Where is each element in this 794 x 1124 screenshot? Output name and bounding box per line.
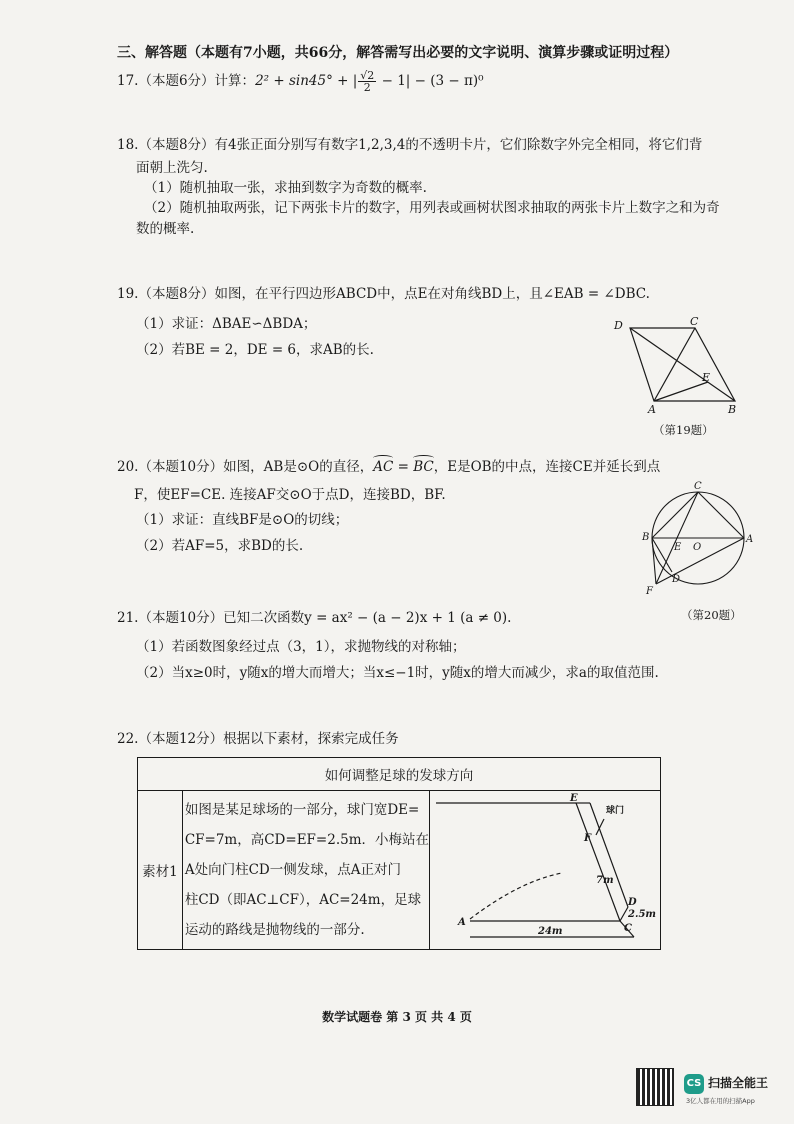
q22-material-table: [137, 757, 661, 950]
q22-desc-line-4: 运动的路线是抛物线的一部分.: [184, 922, 365, 938]
q19-figure: [610, 315, 745, 415]
q22-desc-line-3: 柱CD（即AC⊥CF），AC=24m，足球: [184, 892, 422, 908]
ball-path: [470, 873, 562, 919]
q17-fraction-den: 2: [363, 81, 371, 94]
q20-label-d: D: [672, 574, 681, 585]
q22-label-goal: 球门: [606, 806, 625, 816]
q20-sub2: （2）若AF=5，求BD的长.: [136, 538, 304, 554]
q20-label-c: C: [694, 481, 702, 492]
section-header: 三、解答题（本题有7小题，共66分，解答需写出必要的文字说明、演算步骤或证明过程）: [117, 45, 679, 61]
q20-figure: [638, 480, 758, 598]
q19-caption: （第19题）: [653, 423, 714, 437]
q18-line1: 18.（本题8分）有4张正面分别写有数字1,2,3,4的不透明卡片，它们除数字外完全相同，将它们背: [117, 137, 703, 153]
q20-sub1: （1）求证：直线BF是⊙O的切线；: [136, 512, 349, 528]
q18-sub2a: （2）随机抽取两张，记下两张卡片的数字，用列表或画树状图求抽取的两张卡片上数字之和为奇: [144, 200, 720, 216]
q20-caption: （第20题）: [681, 608, 742, 622]
segment-cb: [652, 492, 698, 538]
q19-label-e: E: [702, 371, 711, 384]
q20-arc-bc: BC: [413, 459, 434, 475]
q22-label-h: 2.5m: [628, 909, 656, 920]
page-footer: 数学试题卷 第 3 页 共 4 页: [322, 1010, 472, 1024]
scanner-tagline: 3亿人都在用的扫描App: [686, 1097, 755, 1105]
q21-line1: 21.（本题10分）已知二次函数y = ax² − (a − 2)x + 1 (a ≠ 0).: [117, 610, 512, 626]
q20-arc-ac: AC: [373, 459, 394, 475]
segment-ca: [698, 492, 744, 538]
q22-line1: 22.（本题12分）根据以下素材，探索完成任务: [117, 731, 399, 747]
q18-line2: 面朝上洗匀.: [136, 160, 208, 176]
q19-label-b: B: [728, 403, 737, 415]
q19-label-c: C: [690, 315, 699, 328]
q20-line1: [117, 458, 660, 476]
question-17: [117, 70, 484, 93]
q19-sub2: （2）若BE = 2，DE = 6，求AB的长.: [136, 342, 374, 358]
q17-expr-b: − 1| − (3 − π)⁰: [377, 73, 484, 89]
q19-label-a: A: [648, 403, 656, 415]
segment-bf: [652, 538, 656, 584]
q22-label-e: E: [570, 793, 578, 804]
segment-ae: [654, 382, 708, 401]
diagonal-bd: [630, 328, 735, 401]
q20-label-a: A: [746, 534, 754, 545]
q19-label-d: D: [614, 319, 623, 332]
q20-line1a: 20.（本题10分）如图，AB是⊙O的直径，: [117, 459, 374, 475]
goal-post-cd: [620, 907, 628, 921]
q22-material-desc: [182, 791, 429, 950]
camscanner-logo-icon: CS: [684, 1074, 704, 1094]
q19-sub1: （1）求证：ΔBAE∽ΔBDA；: [136, 316, 317, 332]
q22-label-f: F: [584, 833, 592, 844]
q22-desc-line-2: A处向门柱CD一侧发球，点A正对门: [184, 862, 401, 878]
q20-eq: =: [393, 459, 414, 475]
scanner-app-name: 扫描全能王: [708, 1076, 769, 1090]
q22-label-7m: 7m: [596, 875, 614, 886]
q21-sub1: （1）若函数图象经过点（3，1），求抛物线的对称轴；: [136, 639, 466, 655]
q22-label-a: A: [458, 917, 466, 928]
segment-ac: [654, 328, 695, 401]
q22-table-title: 如何调整足球的发球方向: [138, 758, 661, 791]
q19-line1: 19.（本题8分）如图，在平行四边形ABCD中，点E在对角线BD上，且∠EAB = ∠DBC.: [117, 286, 650, 302]
q20-label-o: O: [693, 542, 702, 553]
q17-label: 17.（本题6分）计算：: [117, 73, 256, 89]
q22-label-d: D: [628, 897, 637, 908]
q21-sub2: （2）当x≥0时，y随x的增大而增大；当x≤−1时，y随x的增大而减少，求a的取值范围.: [136, 665, 659, 681]
q22-label-c: C: [624, 923, 632, 934]
q18-sub1: （1）随机抽取一张，求抽到数字为奇数的概率.: [144, 180, 427, 196]
goal-line: [576, 803, 620, 921]
q22-figure-cell: [430, 791, 661, 950]
q22-figure: [430, 791, 660, 949]
q20-label-e: E: [674, 542, 682, 553]
qr-code: [636, 1068, 674, 1106]
q20-line2: F，使EF=CE. 连接AF交⊙O于点D，连接BD，BF.: [134, 487, 446, 503]
q22-label-24m: 24m: [538, 926, 563, 937]
q20-line1b: ，E是OB的中点，连接CE并延长到点: [433, 459, 661, 475]
q22-desc-line-0: 如图是某足球场的一部分，球门宽DE=: [184, 802, 420, 818]
q17-fraction-num: √2: [360, 69, 375, 82]
q18-sub2b: 数的概率.: [136, 221, 195, 237]
q17-fraction: [358, 70, 376, 93]
q20-label-f: F: [646, 586, 653, 597]
q20-label-b: B: [642, 532, 650, 543]
q22-material-label: 素材1: [138, 791, 183, 950]
q17-expr-a: 2² + sin45° + |: [255, 73, 358, 89]
q22-desc-line-1: CF=7m，高CD=EF=2.5m．小梅站在: [184, 832, 429, 848]
